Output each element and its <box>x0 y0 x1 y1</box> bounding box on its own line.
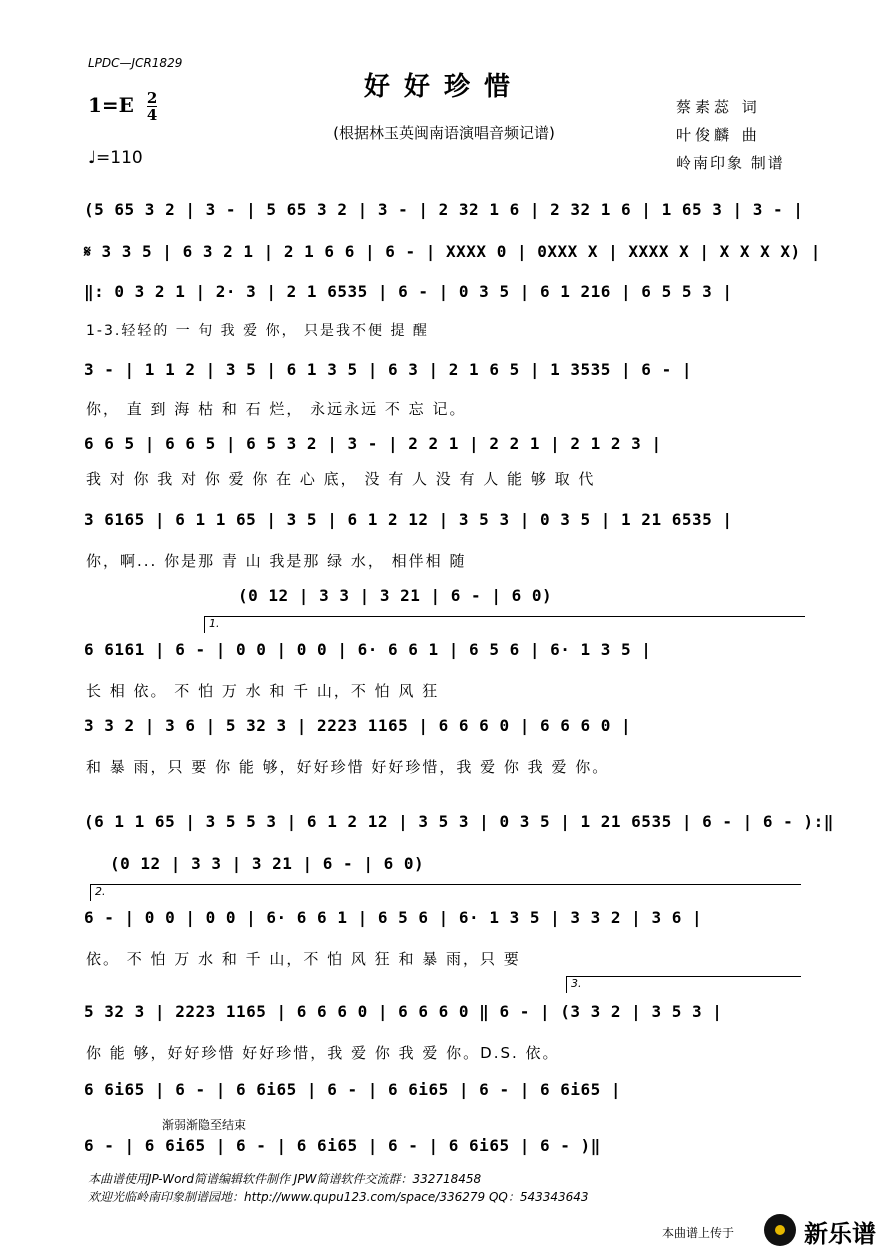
volta-third: 3. <box>566 976 801 993</box>
score-line-15: 6 - | 6 6i65 | 6 - | 6 6i65 | 6 - | 6 6i65 | 6 - )‖ <box>84 1136 601 1155</box>
lyric-line-5: 我 对 你 我 对 你 爱 你 在 心 底， 没 有 人 没 有 人 能 够 取 代 <box>86 470 596 488</box>
volta-first: 1. <box>204 616 805 633</box>
lyric-line-12: 依。 不 怕 万 水 和 千 山，不 怕 风 狂 和 暴 雨，只 要 <box>86 950 521 968</box>
lyric-line-9: 和 暴 雨，只 要 你 能 够，好好珍惜 好好珍惜，我 爱 你 我 爱 你。 <box>86 758 610 776</box>
score-line-12: 6 - | 0 0 | 0 0 | 6· 6 6 1 | 6 5 6 | 6· 1 3 5 | 3 3 2 | 3 6 | <box>84 908 703 927</box>
lyricist-credit: 蔡素蕊 词 <box>676 98 761 116</box>
score-line-11: (0 12 | 3 3 | 3 21 | 6 - | 6 0) <box>110 854 425 873</box>
record-icon <box>764 1214 796 1246</box>
score-line-13: 5 32 3 | 2223 1165 | 6 6 6 0 | 6 6 6 0 ‖ 6 - | (3 3 2 | 3 5 3 | <box>84 1002 723 1021</box>
score-line-3: ‖: 0 3 2 1 | 2· 3 | 2 1 6535 | 6 - | 0 3 5 | 6 1 216 | 6 5 5 3 | <box>84 282 733 301</box>
score-line-10: (6 1 1 65 | 3 5 5 3 | 6 1 2 12 | 3 5 3 | 0 3 5 | 1 21 6535 | 6 - | 6 - ):‖ <box>84 812 834 831</box>
score-line-1: (5 65 3 2 | 3 - | 5 65 3 2 | 3 - | 2 32 1 6 | 2 32 1 6 | 1 65 3 | 3 - | <box>84 200 804 219</box>
score-line-6: 3 6165 | 6 1 1 65 | 3 5 | 6 1 2 12 | 3 5 3 | 0 3 5 | 1 21 6535 | <box>84 510 733 529</box>
upload-label: 本曲谱上传于 <box>662 1226 735 1240</box>
score-line-7: (0 12 | 3 3 | 3 21 | 6 - | 6 0) <box>238 586 553 605</box>
key-label: 1=E <box>88 93 134 117</box>
composer-credit: 叶俊麟 曲 <box>676 126 761 144</box>
footer-line-2: 欢迎光临岭南印象制谱园地：http://www.qupu123.com/space/336279 QQ：543343643 <box>88 1190 589 1204</box>
lyric-line-6: 你，啊... 你是那 青 山 我是那 绿 水， 相伴相 随 <box>86 552 467 570</box>
score-line-5: 6 6 5 | 6 6 5 | 6 5 3 2 | 3 - | 2 2 1 | 2 2 1 | 2 1 2 3 | <box>84 434 662 453</box>
score-line-8: 6 6161 | 6 - | 0 0 | 0 0 | 6· 6 6 1 | 6 5 6 | 6· 1 3 5 | <box>84 640 652 659</box>
key-signature <box>88 90 157 123</box>
arranger-credit: 岭南印象 制谱 <box>676 154 785 172</box>
volta-second: 2. <box>90 884 801 901</box>
score-line-4: 3 - | 1 1 2 | 3 5 | 6 1 3 5 | 6 3 | 2 1 6 5 | 1 3535 | 6 - | <box>84 360 692 379</box>
lyric-line-8: 长 相 依。 不 怕 万 水 和 千 山，不 怕 风 狂 <box>86 682 440 700</box>
score-code: LPDC—JCR1829 <box>88 56 183 70</box>
time-numerator: 2 <box>146 89 158 107</box>
lyric-line-3: 1-3.轻轻的 一 句 我 爱 你， 只是我不便 提 醒 <box>86 323 429 339</box>
time-signature <box>147 90 157 123</box>
score-line-2: 𝄋 3 3 5 | 6 3 2 1 | 2 1 6 6 | 6 - | XXXX 0 | 0XXX X | XXXX X | X X X X) | <box>84 242 821 261</box>
tempo-marking: ♩=110 <box>88 148 143 168</box>
lyric-line-13: 你 能 够，好好珍惜 好好珍惜，我 爱 你 我 爱 你。D.S. 依。 <box>86 1044 560 1062</box>
brand-logo[interactable]: 新乐谱 <box>804 1220 876 1248</box>
song-subtitle: (根据林玉英闽南语演唱音频记谱) <box>333 124 555 142</box>
score-line-14: 6 6i65 | 6 - | 6 6i65 | 6 - | 6 6i65 | 6 - | 6 6i65 | <box>84 1080 622 1099</box>
score-line-9: 3 3 2 | 3 6 | 5 32 3 | 2223 1165 | 6 6 6 0 | 6 6 6 0 | <box>84 716 632 735</box>
time-denominator: 4 <box>146 106 158 124</box>
song-title: 好好珍惜 <box>363 72 524 102</box>
direction-diminuendo: 渐弱渐隐至结束 <box>162 1118 247 1132</box>
footer-line-1: 本曲谱使用JP-Word简谱编辑软件制作 JPW简谱软件交流群：332718458 <box>88 1172 482 1186</box>
lyric-line-4: 你， 直 到 海 枯 和 石 烂， 永远永远 不 忘 记。 <box>86 400 467 418</box>
